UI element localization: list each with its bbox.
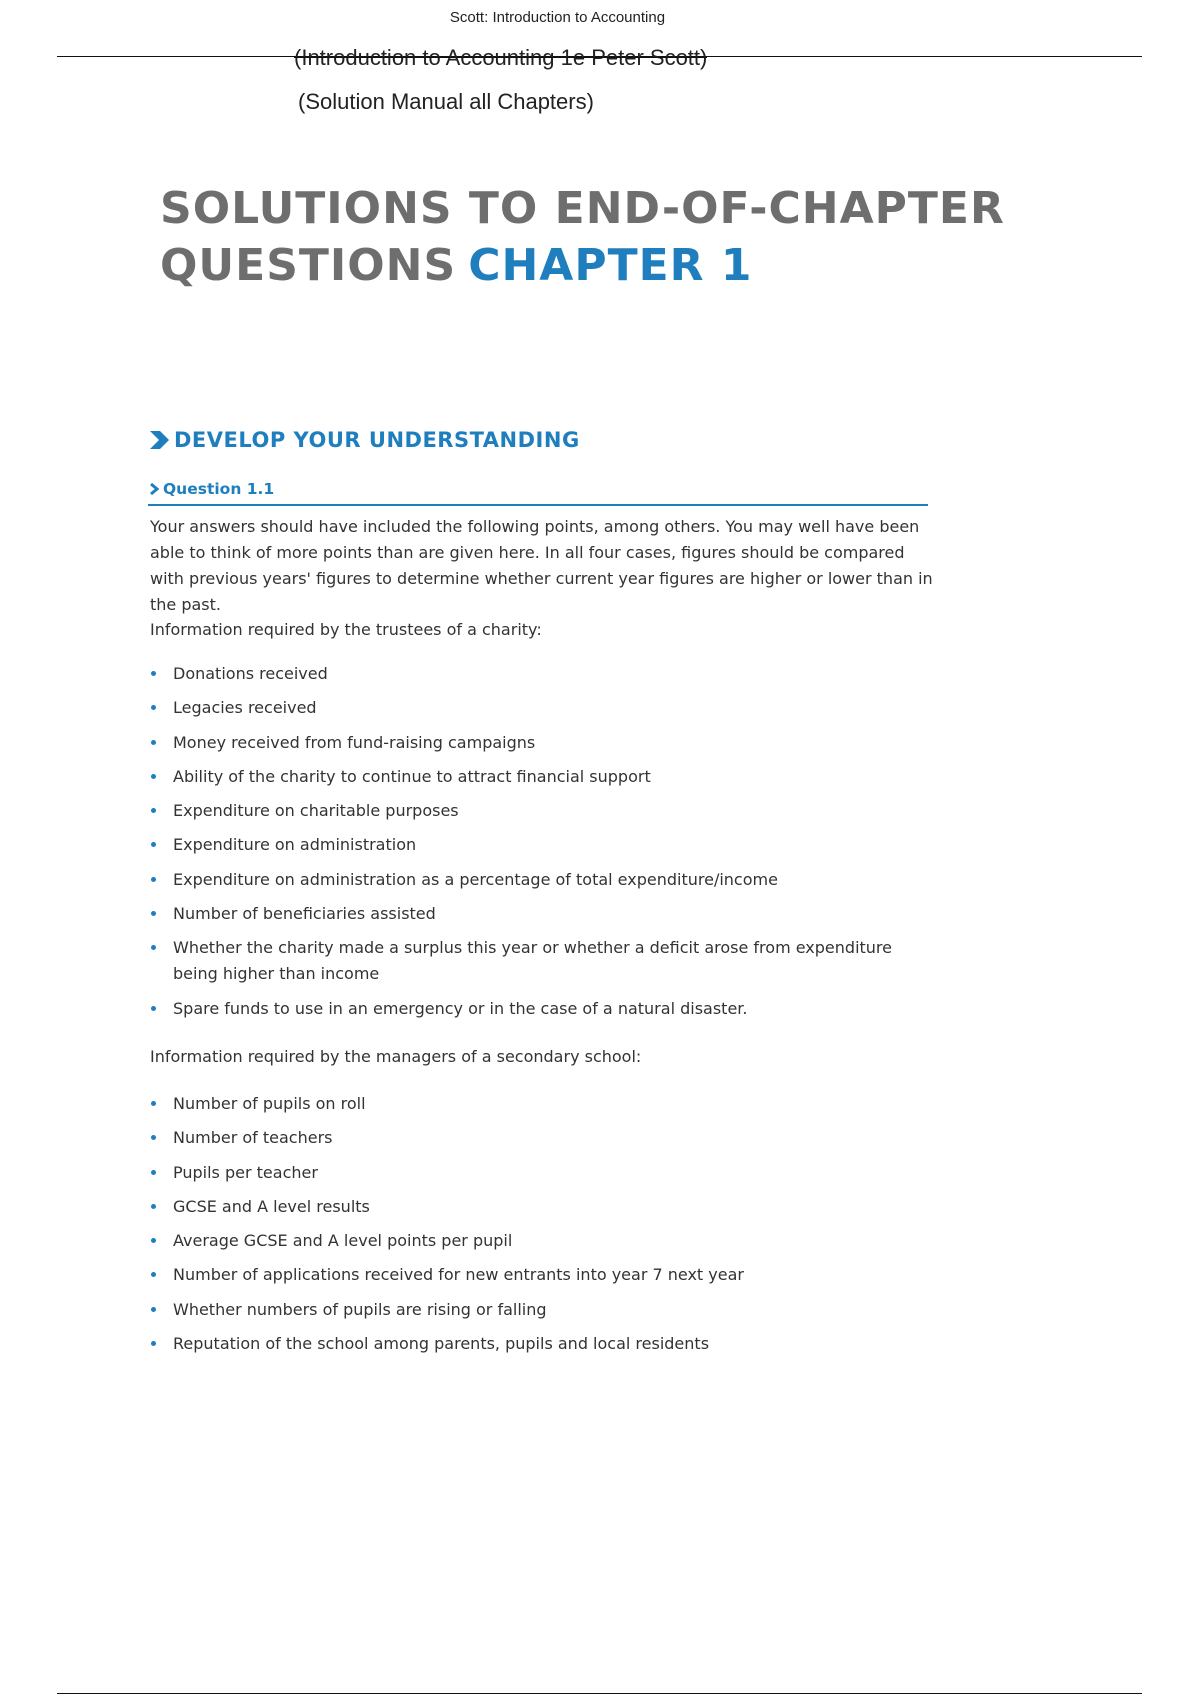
list-item-text: Expenditure on administration as a percentage of total expenditure/income <box>173 869 778 889</box>
list-item <box>150 901 940 927</box>
school-list <box>150 1091 940 1365</box>
list-item <box>150 1331 940 1357</box>
list-item <box>150 1125 940 1151</box>
list-item <box>150 1194 940 1220</box>
bullet-icon <box>151 1238 156 1243</box>
chapter-title <box>160 180 1005 294</box>
book-title-line <box>294 45 707 71</box>
list-item <box>150 695 940 721</box>
list-item-text: Number of applications received for new entrants into year 7 next year <box>173 1265 744 1285</box>
bullet-icon <box>151 1204 156 1209</box>
section-heading <box>148 428 580 452</box>
chapter-title-line2: QUESTIONS <box>160 240 457 291</box>
list-item <box>150 661 940 687</box>
list-item-text: Legacies received <box>173 698 317 718</box>
bullet-icon <box>151 1341 156 1346</box>
bullet-icon <box>151 1307 156 1312</box>
list-item <box>150 935 940 987</box>
question-label: Question 1.1 <box>163 480 275 498</box>
bullet-icon <box>151 842 156 847</box>
list-item-text: Ability of the charity to continue to attract financial support <box>173 766 651 786</box>
list-item <box>150 798 940 824</box>
strike-through-rule <box>294 57 707 58</box>
chapter-title-line1: SOLUTIONS TO END-OF-CHAPTER <box>160 183 1005 234</box>
list-item <box>150 996 940 1022</box>
bullet-icon <box>151 1135 156 1140</box>
list-item <box>150 1228 940 1254</box>
bullet-icon <box>151 911 156 916</box>
bullet-icon <box>151 877 156 882</box>
list-item-text: Number of beneficiaries assisted <box>173 904 436 924</box>
manual-title-line: (Solution Manual all Chapters) <box>298 89 594 114</box>
bullet-icon <box>151 1101 156 1106</box>
section-heading-text: DEVELOP YOUR UNDERSTANDING <box>174 428 580 452</box>
school-lead: Information required by the managers of a secondary school: <box>150 1047 642 1066</box>
question-intro: Your answers should have included the following points, among others. You may well have been able to think of more points than are given here. In all four cases, figures should be compared with previous years' figures to determine whether current year figures are higher or lower than in the past. <box>150 517 933 614</box>
list-item-text: Spare funds to use in an emergency or in the case of a natural disaster. <box>173 998 748 1018</box>
list-item <box>150 1091 940 1117</box>
list-item-text: Expenditure on charitable purposes <box>173 801 459 821</box>
list-item <box>150 1160 940 1186</box>
list-item-text: Average GCSE and A level points per pupil <box>173 1231 513 1251</box>
running-header: Scott: Introduction to Accounting <box>449 9 666 26</box>
list-item-text: Number of pupils on roll <box>173 1094 366 1113</box>
list-item-text: GCSE and A level results <box>173 1196 370 1216</box>
list-item-text: Expenditure on administration <box>173 835 417 855</box>
bullet-icon <box>151 1272 156 1277</box>
list-item <box>150 730 940 756</box>
book-title-text: (Introduction to Accounting 1e Peter Scott) <box>294 45 708 70</box>
list-item-text: Number of teachers <box>173 1128 333 1148</box>
chevron-right-icon <box>148 482 160 496</box>
list-item-text: Whether numbers of pupils are rising or falling <box>173 1299 547 1319</box>
list-item-text: Pupils per teacher <box>173 1162 318 1182</box>
list-item <box>150 867 940 893</box>
bullet-icon <box>151 705 156 710</box>
bullet-icon <box>151 808 156 813</box>
bullet-icon <box>151 1006 156 1011</box>
list-item-text: Whether the charity made a surplus this year or whether a deficit arose from expenditure being higher than income <box>173 938 892 984</box>
bullet-icon <box>151 774 156 779</box>
bullet-icon <box>151 945 156 950</box>
list-item-text: Reputation of the school among parents, pupils and local residents <box>173 1334 710 1354</box>
charity-list <box>150 661 940 1030</box>
question-heading <box>148 480 928 506</box>
list-item <box>150 764 940 790</box>
chevron-right-icon <box>148 430 170 450</box>
list-item <box>150 832 940 858</box>
bullet-icon <box>151 671 156 676</box>
charity-lead: Information required by the trustees of a charity: <box>150 620 542 639</box>
list-item <box>150 1297 940 1323</box>
chapter-number: CHAPTER 1 <box>468 240 753 291</box>
list-item-text: Money received from fund-raising campaigns <box>173 732 536 752</box>
list-item <box>150 1262 940 1288</box>
bullet-icon <box>151 740 156 745</box>
list-item-text: Donations received <box>173 664 328 683</box>
bullet-icon <box>151 1170 156 1175</box>
footer-rule <box>57 1693 1142 1694</box>
